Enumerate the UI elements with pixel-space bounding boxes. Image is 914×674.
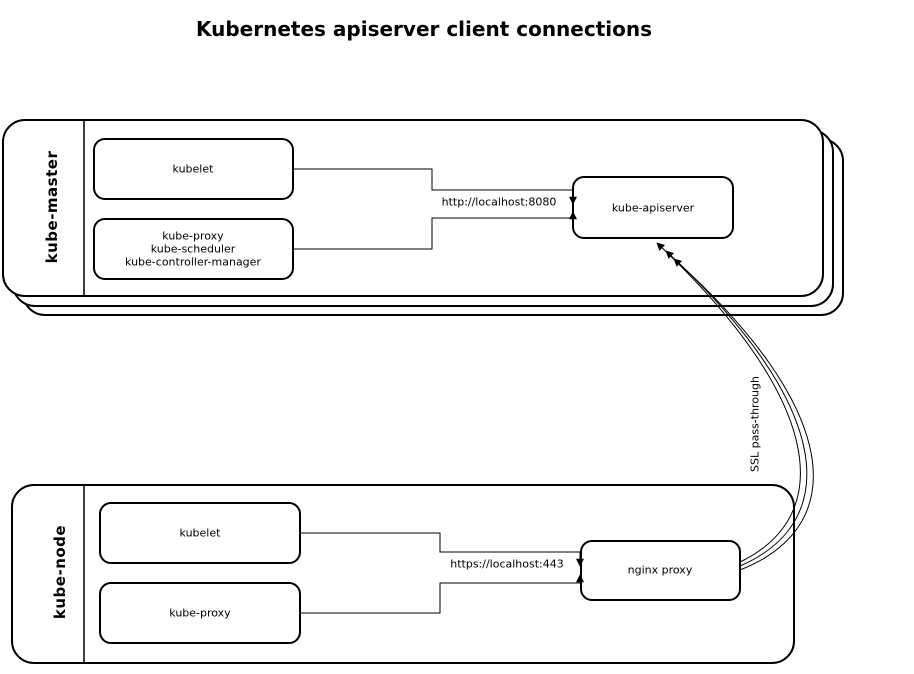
node-kube-proxy-label: kube-proxy — [169, 606, 231, 620]
node-cluster-label: kube-node — [51, 524, 69, 620]
master-services-line-3: kube-controller-manager — [125, 255, 261, 269]
node-kubelet-label: kubelet — [179, 526, 221, 540]
node-edge-label: https://localhost:443 — [450, 557, 564, 571]
master-services-label — [125, 230, 261, 269]
diagram-title: Kubernetes apiserver client connections — [195, 17, 653, 41]
master-kubelet-label: kubelet — [172, 162, 214, 176]
master-edge-label: http://localhost:8080 — [441, 195, 557, 209]
master-services-line-1: kube-proxy — [162, 229, 224, 243]
nginx-proxy-label: nginx proxy — [627, 563, 693, 577]
ssl-pass-through-label: SSL pass-through — [748, 376, 762, 472]
master-services-line-2: kube-scheduler — [150, 242, 236, 256]
kube-apiserver-label: kube-apiserver — [611, 201, 695, 215]
master-cluster-label: kube-master — [43, 150, 61, 264]
